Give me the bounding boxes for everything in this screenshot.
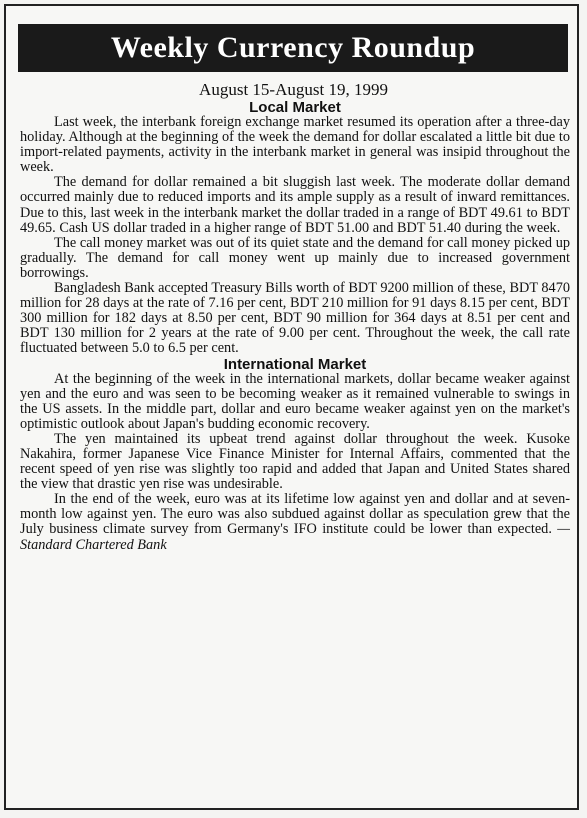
- paragraph: Bangladesh Bank accepted Treasury Bills worth of BDT 9200 million of these, BDT 8470 million for 28 days at the rate of 7.16 per cent, BDT 210 million for 91 days 8.15 per cent, BDT 300 million for 182 days at 8.50 per cent, BDT 90 million for 364 days at 8.51 per cent and BDT 130 million for 2 years at the rate of 9.00 per cent. Throughout the week, the call rate fluctuated between 5.0 to 6.5 per cent.: [20, 280, 570, 357]
- source-credit: — Standard Chartered Bank: [20, 521, 570, 553]
- article-body: [20, 100, 570, 553]
- section-heading-local-market: Local Market: [249, 99, 341, 116]
- paragraph: The demand for dollar remained a bit sluggish last week. The moderate dollar demand occurred mainly due to reduced imports and its ample supply as a result of inward remittances. Due to this, last week in the interbank market the dollar traded in a range of BDT 49.61 to BDT 49.65. Cash US dollar traded in a higher range of BDT 51.00 and BDT 51.40 during the week.: [20, 174, 570, 236]
- paragraph-text: In the end of the week, euro was at its lifetime low against yen and dollar and at seven-month low against yen. The euro was also subdued against dollar as speculation grew that the July business climate survey from Germany's IFO institute could be lower than expected.: [20, 491, 570, 538]
- paragraph: At the beginning of the week in the international markets, dollar became weaker against yen and the euro and was seen to be becoming weaker as it remained vulnerable to swings in the US assets. In the middle part, dollar and euro became weaker against yen on the market's optimistic outlook about Japan's budding economic recovery.: [20, 370, 570, 432]
- paragraph: [20, 492, 570, 552]
- paragraph: Last week, the interbank foreign exchange market resumed its operation after a three-day holiday. Although at the beginning of the week the demand for dollar escalated a little bit due to import-related payments, activity in the interbank market in general was insipid throughout the week.: [20, 114, 570, 176]
- date-range: August 15-August 19, 1999: [199, 80, 388, 99]
- section-heading-international-market: International Market: [223, 355, 367, 373]
- paragraph: The yen maintained its upbeat trend against dollar throughout the week. Kusoke Nakahira, former Japanese Vice Finance Minister for Internal Affairs, commented that the recent speed of yen rise was slightly too rapid and added that Japan and United States shared the view that drastic yen rise was undesirable.: [20, 430, 570, 493]
- paragraph: The call money market was out of its quiet state and the demand for call money picked up gradually. The demand for call money went up mainly due to increased government borrowings.: [20, 234, 570, 281]
- article-title: Weekly Currency Roundup: [110, 31, 476, 64]
- masthead-banner: [18, 24, 568, 72]
